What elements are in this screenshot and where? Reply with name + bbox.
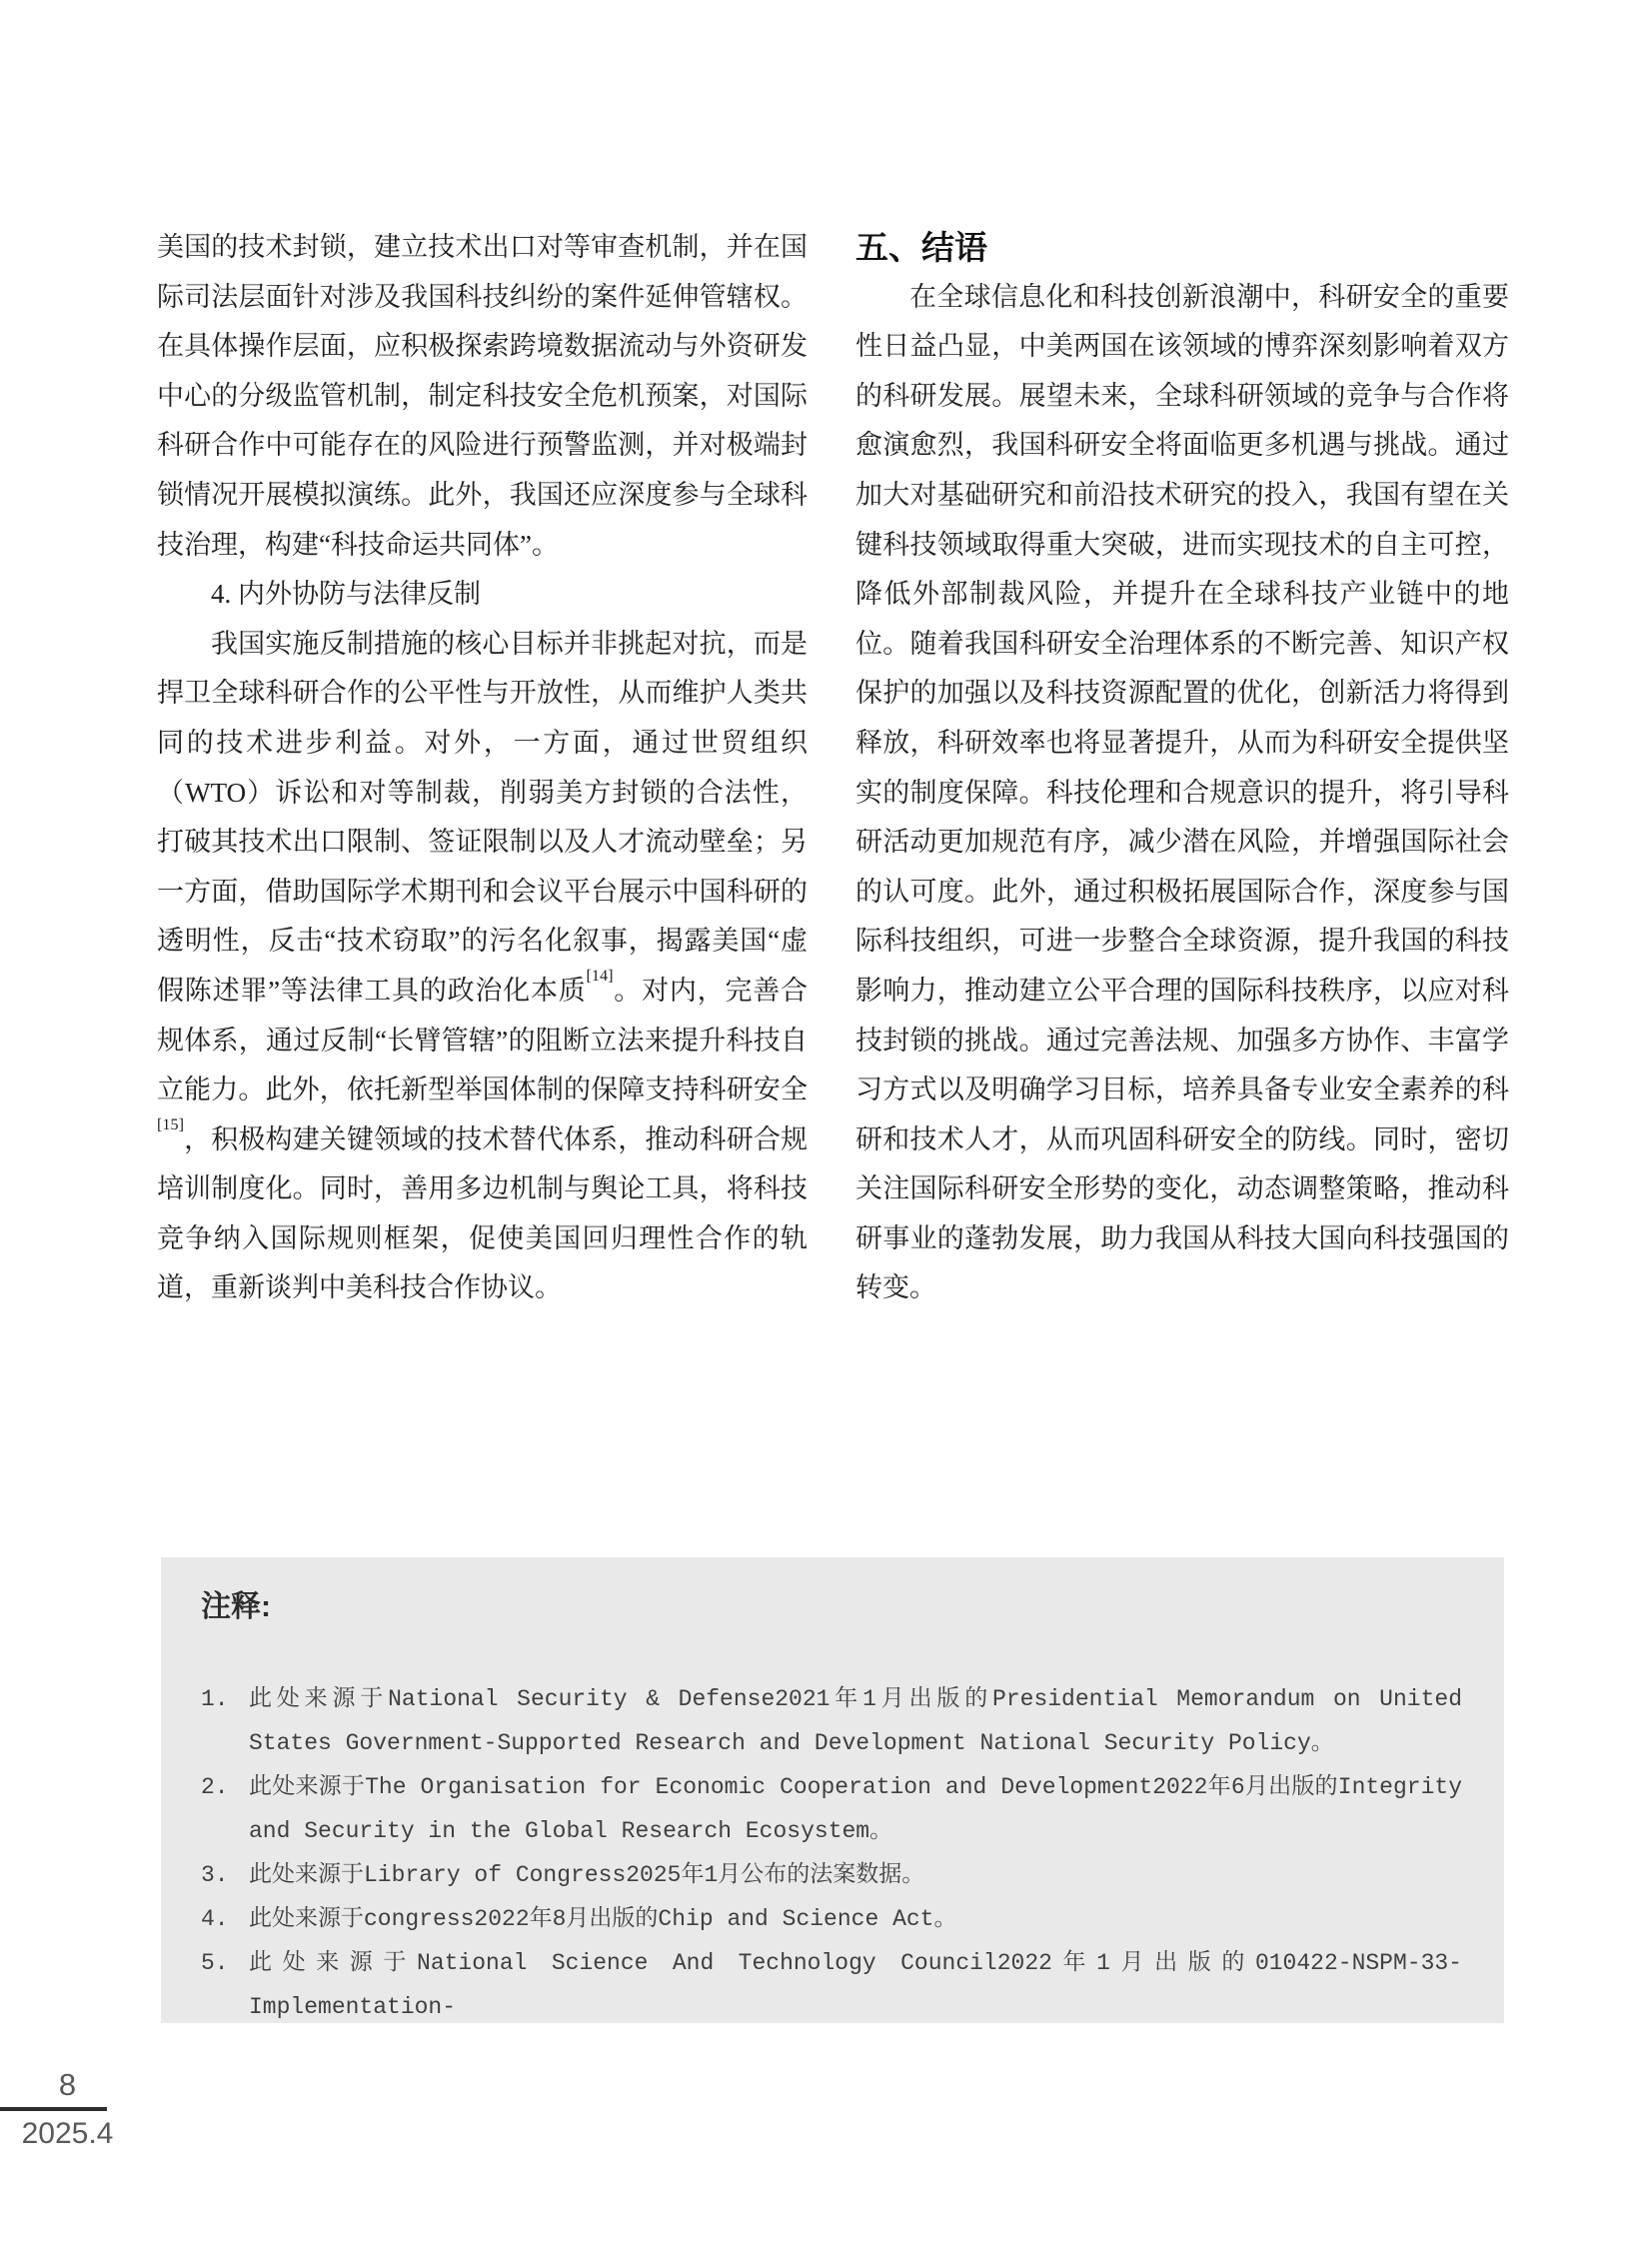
right-column-body <box>855 273 1509 1313</box>
note-item-text: 此处来源于Library of Congress2025年1月公布的法案数据。 <box>249 1862 925 1888</box>
footer-rule <box>0 2107 107 2111</box>
note-item <box>201 1941 1462 2029</box>
note-item <box>201 1677 1462 1765</box>
paragraph: 美国的技术封锁，建立技术出口对等审查机制，并在国际司法层面针对涉及我国科技纠纷的案件延伸管辖权。在具体操作层面，应积极探索跨境数据流动与外资研发中心的分级监管机制，制定科技安全危机预案，对国际科研合作中可能存在的风险进行预警监测，并对极端封锁情况开展模拟演练。此外，我国还应深度参与全球科技治理，构建“科技命运共同体”。 <box>157 232 808 560</box>
footnote-ref: [15] <box>157 1115 184 1133</box>
paragraph: 在全球信息化和科技创新浪潮中，科研安全的重要性日益凸显，中美两国在该领域的博弈深刻影响着双方的科研发展。展望未来，全球科研领域的竞争与合作将愈演愈烈，我国科研安全将面临更多机遇与挑战。通过加大对基础研究和前沿技术研究的投入，我国有望在关键科技领域取得重大突破，进而实现技术的自主可控，降低外部制裁风险，并提升在全球科技产业链中的地位。随着我国科研安全治理体系的不断完善、知识产权保护的加强以及科技资源配置的优化，创新活力将得到释放，科研效率也将显著提升，从而为科研安全提供坚实的制度保障。科技伦理和合规意识的提升，将引导科研活动更加规范有序，减少潜在风险，并增强国际社会的认可度。此外，通过积极拓展国际合作，深度参与国际科技组织，可进一步整合全球资源，提升我国的科技影响力，推动建立公平合理的国际科技秩序，以应对科技封锁的挑战。通过完善法规、加强多方协作、丰富学习方式以及明确学习目标，培养具备专业安全素养的科研和技术人才，从而巩固科研安全的防线。同时，密切关注国际科研安全形势的变化，动态调整策略，推动科研事业的蓬勃发展，助力我国从科技大国向科技强国的转变。 <box>855 281 1509 1303</box>
note-item-text: 此处来源于The Organisation for Economic Cooperation and Development2022年6月出版的Integrity and Security in the Global Research Ecosystem。 <box>249 1774 1462 1844</box>
page-footer <box>0 2065 140 2153</box>
note-item-number: 3. <box>201 1862 229 1888</box>
note-item <box>201 1853 1462 1897</box>
notes-heading: 注释: <box>201 1590 271 1623</box>
paragraph: 我国实施反制措施的核心目标并非挑起对抗，而是捍卫全球科研合作的公平性与开放性，从而维护人类共同的技术进步利益。对外，一方面，通过世贸组织（WTO）诉讼和对等制裁，削弱美方封锁的合法性，打破其技术出口限制、签证限制以及人才流动壁垒；另一方面，借助国际学术期刊和会议平台展示中国科研的透明性，反击“技术窃取”的污名化叙事，揭露美国“虚假陈述罪”等法律工具的政治化本质[14]。对内，完善合规体系，通过反制“长臂管辖”的阻断立法来提升科技自立能力。此外，依托新型举国体制的保障支持科研安全[15]，积极构建关键领域的技术替代体系，推动科研合规培训制度化。同时，善用多边机制与舆论工具，将科技竞争纳入国际规则框架，促使美国回归理性合作的轨道，重新谈判中美科技合作协议。 <box>157 628 809 1303</box>
note-item-number: 1. <box>201 1686 229 1712</box>
footnote-ref: [14] <box>586 967 614 985</box>
note-item-number: 2. <box>201 1774 229 1800</box>
note-item-text: 此处来源于congress2022年8月出版的Chip and Science Act。 <box>249 1906 957 1932</box>
page-number: 8 <box>58 2067 77 2102</box>
note-item <box>201 1897 1462 1941</box>
left-column <box>157 223 808 1313</box>
note-item-number: 5. <box>201 1950 229 1976</box>
notes-list <box>201 1677 1462 2029</box>
issue-label: 2025.4 <box>21 2117 114 2150</box>
paragraph: 4. 内外协防与法律反制 <box>211 579 481 610</box>
note-item-text: 此处来源于National Security & Defense2021年1月出版的Presidential Memorandum on United States Government-Supported Research and Development National Security Policy。 <box>249 1686 1462 1756</box>
note-item-number: 4. <box>201 1906 229 1932</box>
notes-box <box>161 1557 1504 2023</box>
section-heading-conclusion: 五、结语 <box>855 229 987 266</box>
right-column <box>855 223 1509 1313</box>
note-item-text: 此处来源于National Science And Technology Council2022年1月出版的010422-NSPM-33-Implementation- <box>249 1950 1462 2020</box>
note-item <box>201 1765 1462 1853</box>
